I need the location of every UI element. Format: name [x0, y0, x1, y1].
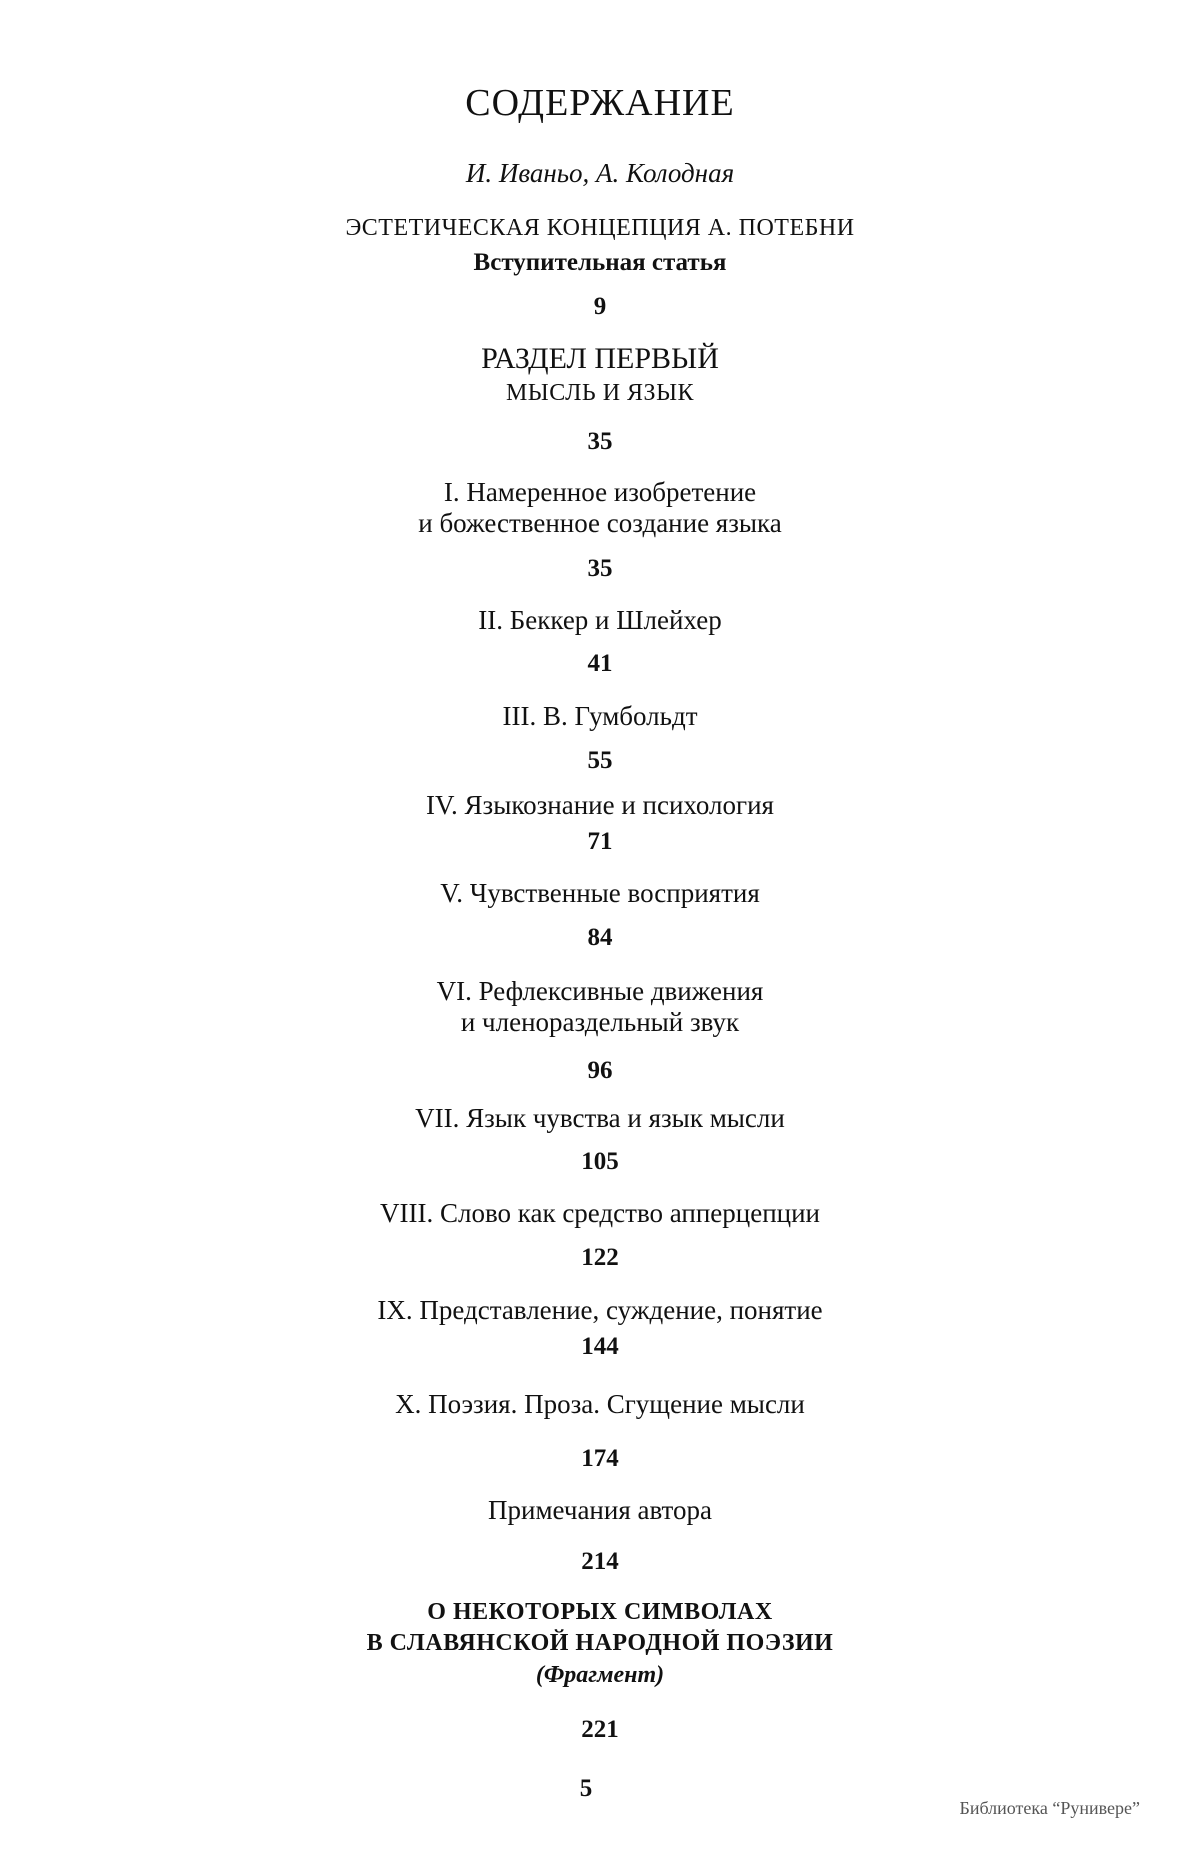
chapter-2-page: 41 [587, 650, 613, 677]
chapter-7-title: VII. Язык чувства и язык мысли [415, 1103, 785, 1133]
chapter-1-line2: и божественное создание языка [418, 508, 782, 538]
intro-authors: И. Иваньо, А. Колодная [465, 158, 735, 188]
chapter-6-line2: и членораздельный звук [460, 1007, 740, 1037]
notes-page: 214 [581, 1548, 619, 1575]
essay-page: 221 [581, 1716, 619, 1743]
chapter-4-page: 71 [587, 828, 613, 855]
chapter-5-page: 84 [587, 924, 613, 951]
chapter-10-title: X. Поэзия. Проза. Сгущение мысли [395, 1389, 805, 1419]
essay-line2: В СЛАВЯНСКОЙ НАРОДНОЙ ПОЭЗИИ [366, 1630, 834, 1656]
page-number: 5 [579, 1775, 593, 1802]
chapter-1-page: 35 [587, 555, 613, 582]
essay-line1: О НЕКОТОРЫХ СИМВОЛАХ [427, 1599, 773, 1625]
library-watermark: Библиотека “Рунивере” [959, 1798, 1140, 1818]
chapter-1-line1: I. Намеренное изобретение [443, 477, 757, 507]
essay-subtitle: (Фрагмент) [535, 1662, 665, 1688]
notes-title: Примечания автора [488, 1495, 712, 1525]
chapter-5-title: V. Чувственные восприятия [440, 878, 760, 908]
chapter-6-line1: VI. Рефлексивные движения [436, 976, 764, 1006]
chapter-8-title: VIII. Слово как средство апперцепции [379, 1198, 820, 1228]
part1-title: РАЗДЕЛ ПЕРВЫЙ [481, 342, 719, 375]
intro-page: 9 [593, 293, 607, 320]
chapter-9-page: 144 [581, 1333, 619, 1360]
part1-page: 35 [587, 428, 613, 455]
chapter-2-title: II. Беккер и Шлейхер [478, 605, 722, 635]
chapter-9-title: IX. Представление, суждение, понятие [377, 1295, 823, 1325]
part1-subtitle: МЫСЛЬ И ЯЗЫК [505, 380, 695, 406]
chapter-8-page: 122 [581, 1244, 619, 1271]
chapter-3-page: 55 [587, 747, 613, 774]
chapter-4-title: IV. Языкознание и психология [426, 790, 774, 820]
chapter-6-page: 96 [587, 1057, 613, 1084]
intro-title: ЭСТЕТИЧЕСКАЯ КОНЦЕПЦИЯ А. ПОТЕБНИ [345, 215, 855, 241]
toc-title: СОДЕРЖАНИЕ [465, 82, 735, 124]
intro-subtitle: Вступительная статья [473, 249, 727, 276]
chapter-7-page: 105 [581, 1148, 619, 1175]
chapter-10-page: 174 [581, 1445, 619, 1472]
chapter-3-title: III. В. Гумбольдт [502, 701, 698, 731]
